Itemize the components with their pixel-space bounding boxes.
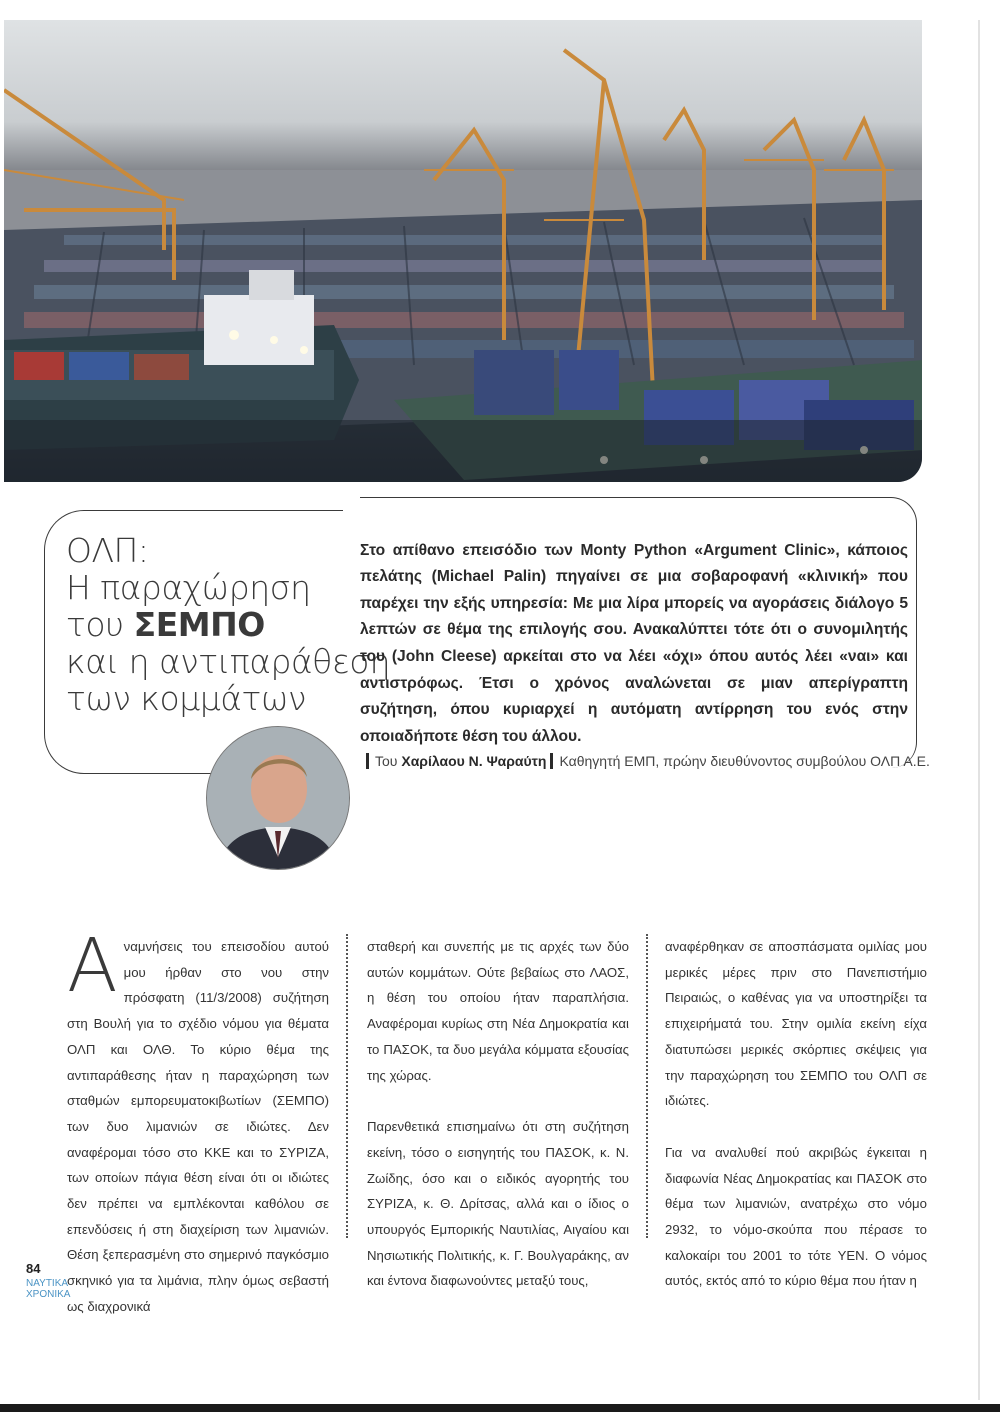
title-line-3 [66,606,356,643]
paragraph: Παρενθετικά επισημαίνω ότι στη συζήτηση εκείνη, τόσο ο εισηγητής του ΠΑΣΟΚ, κ. Ν. Ζωίδης, όσο και ο ειδικός αγορητής του ΣΥΡΙΖΑ, κ. Θ. Δρίτσας, αλλά και ο ίδιος ο υπουργός Εμπορικής Ναυτιλίας, Αιγαίου και Νησιωτικής Πολιτικής, κ. Γ. Βουλγαράκης, αν και έντονα διαφωνούντες μεταξύ τους, [367,1119,629,1289]
byline-role: Καθηγητή ΕΜΠ, πρώην διευθύνοντος συμβούλου ΟΛΠ Α.Ε. [559,753,930,769]
byline-bar [550,753,553,769]
byline-bar [366,753,369,769]
magazine-name-line-2: ΧΡΟΝΙΚΑ [26,1289,71,1300]
byline [362,753,930,769]
byline-author: Χαρίλαου Ν. Ψαραύτη [401,753,547,769]
page-number: 84 [26,1261,41,1276]
drop-cap: Α [67,923,118,1009]
title-line-5: των κομμάτων [66,679,306,718]
paragraph [67,923,329,1320]
column-divider [346,934,348,1238]
body-column-1 [67,923,329,1320]
title-semppo: ΣΕΜΠΟ [133,605,265,644]
port-illustration [4,20,922,482]
body-column-2 [367,934,629,1294]
hero-photo-container-port [4,20,922,482]
portrait-illustration [207,727,349,869]
title-line-3-prefix: του [66,605,134,644]
body-column-3 [665,934,927,1294]
byline-prefix: Του [375,753,398,769]
author-portrait [206,726,350,870]
bottom-rule [0,1404,1000,1412]
paragraph: σταθερή και συνεπής με τις αρχές των δύο αυτών κομμάτων. Ούτε βεβαίως στο ΛΑΟΣ, η θέση του οποίου ήταν παραπλήσια. Αναφέρομαι κυρίως στη Νέα Δημοκρατία και το ΠΑΣΟΚ, τα δυο μεγάλα κόμματα εξουσίας της χώρας. [367,939,629,1083]
column-divider [646,934,648,1238]
page-edge [978,20,980,1400]
title-line-4: και η αντιπαράθεση [66,642,391,681]
paragraph: Για να αναλυθεί πού ακριβώς έγκειται η διαφωνία Νέας Δημοκρατίας και ΠΑΣΟΚ στο θέμα των λιμανιών, ανατρέχω στο νόμο 2932, το νόμο-σκούπα που πέρασε το καλοκαίρι του 2001 το τότε ΥΕΝ. Ο νόμος αυτός, εκτός από το κύριο θέμα που ήταν η [665,1144,927,1289]
article-title [66,531,391,718]
magazine-name-line-1: ΝΑΥΤΙΚΑ [26,1278,69,1289]
title-line-1: ΟΛΠ: [66,531,149,570]
lead-paragraph: Στο απίθανο επεισόδιο των Monty Python «Argument Clinic», κάποιος πελάτης (Michael Palin) πηγαίνει σε μια σοβαροφανή «κλινική» που παρέχει την εξής υπηρεσία: Με μια λίρα μπορείς να αγοράσεις διάλογο 5 λεπτών σε θέμα της επιλογής σου. Ανακαλύπτει τότε ότι ο συνομιλητής του (John Cleese) αρκείται στο να λέει «όχι» όπου αυτός λέει «ναι» και αντιστρόφως. Έτσι ο χρόνος αναλώνεται σε μιαν απερίγραπτη συζήτηση, όπου κυριαρχεί η αυτόματη αντίρρηση του ενός στην οποιαδήποτε θέση του άλλου. [360,541,908,745]
paragraph-text: ναμνήσεις του επεισοδίου αυτού μου ήρθαν στο νου στην πρόσφατη (11/3/2008) συζήτηση στη Βουλή για το σχέδιο νόμου για θέματα ΟΛΠ και ΟΛΘ. Το κύριο θέμα της αντιπαράθεσης ήταν η παραχώρηση των σταθμών εμπορευματοκιβωτίων (ΣΕΜΠΟ) των δυο λιμανιών σε ιδιώτες. Δεν αναφέρομαι τόσο στο ΚΚΕ και το ΣΥΡΙΖΑ, των οποίων πάγια θέση είναι ότι οι ιδιώτες δεν πρέπει να εμπλέκονται καθόλου σε επενδύσεις ή στη διαχείριση των λιμανιών. Θέση ξεπερασμένη στο σημερινό παγκόσμιο σκηνικό για τα λιμάνια, πλην όμως σεβαστή ως διαχρονικά [67,939,329,1314]
title-line-2: Η παραχώρηση [66,568,311,607]
folio [26,1262,70,1300]
paragraph: αναφέρθηκαν σε αποσπάσματα ομιλίας μου μερικές μέρες πριν στο Πανεπιστήμιο Πειραιώς, ο καθένας για να υποστηρίξει τα επιχειρήματά του. Στην ομιλία εκείνη είχα διατυπώσει μερικές σκόρπιες σκέψεις για την παραχώρηση του ΣΕΜΠΟ του ΟΛΠ σε ιδιώτες. [665,939,927,1109]
